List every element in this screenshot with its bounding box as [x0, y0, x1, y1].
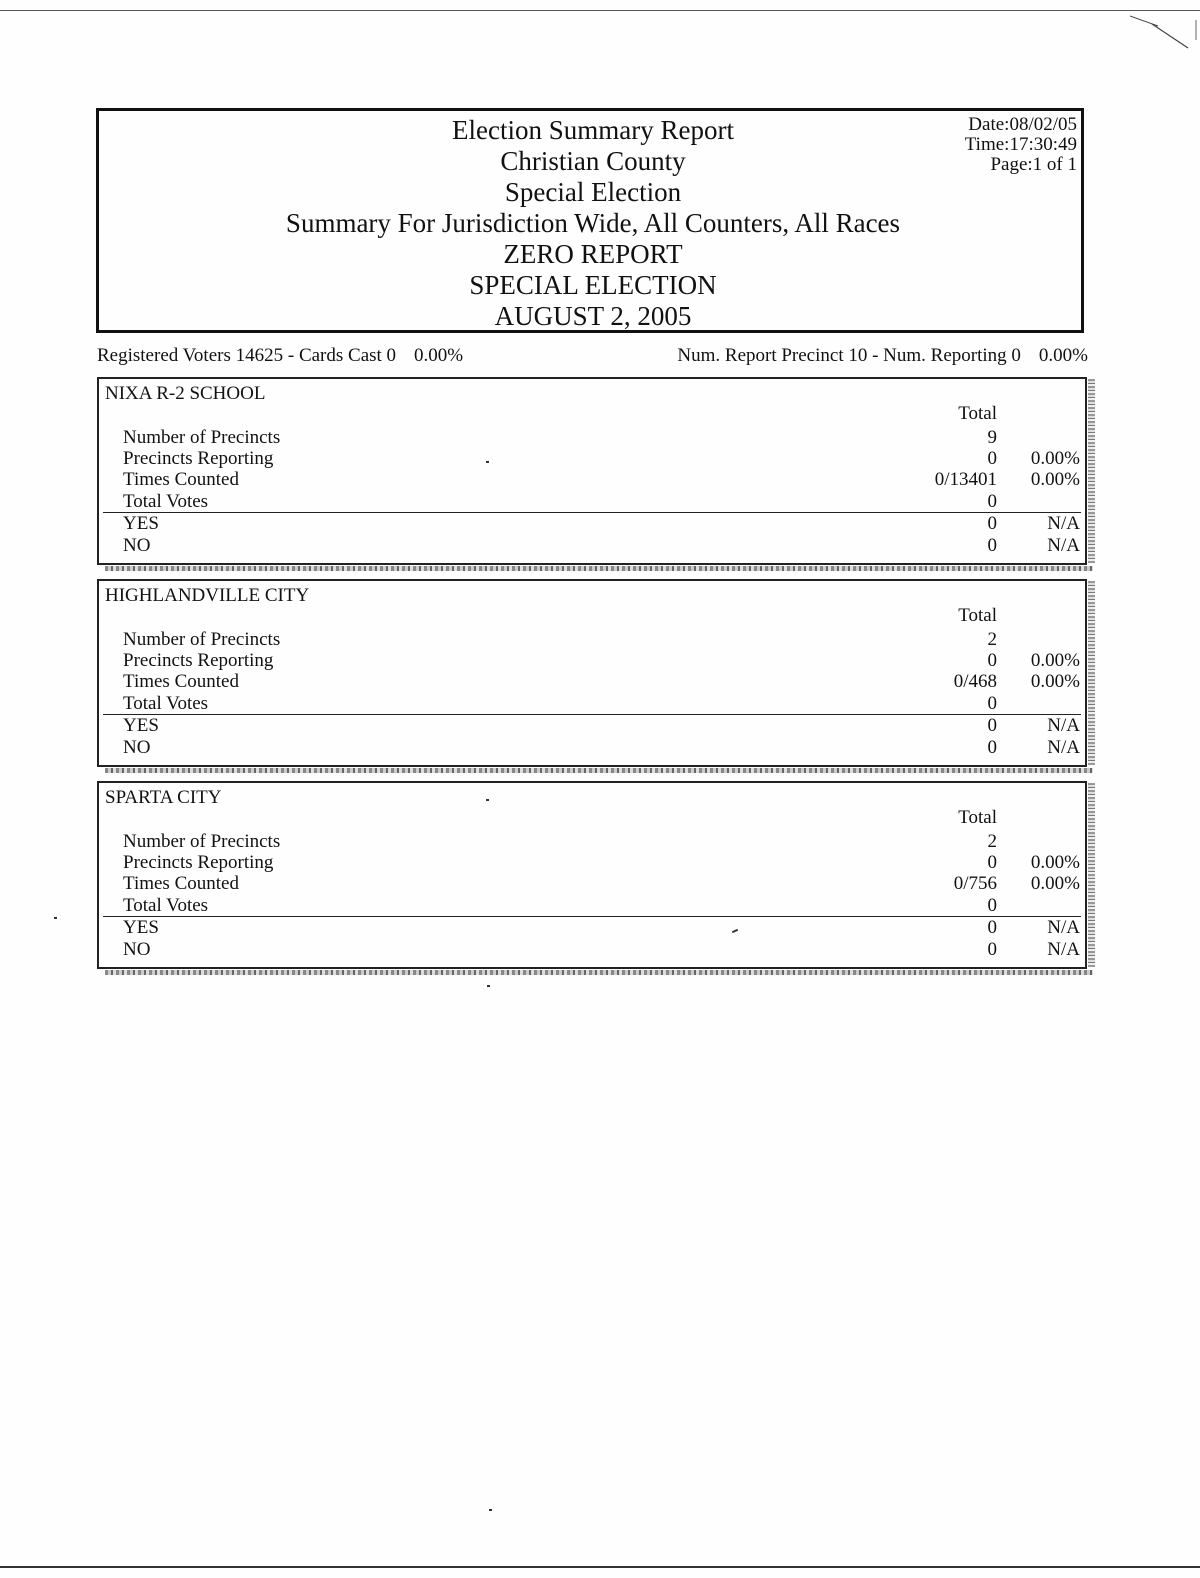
- race-sparta-city: [97, 781, 1087, 969]
- row-label: Total Votes: [123, 895, 209, 916]
- race-row: [99, 895, 1085, 917]
- row-percent: N/A: [1047, 939, 1080, 960]
- precinct-reporting-summary: [677, 345, 1088, 367]
- scan-speck: [486, 461, 489, 463]
- report-meta: [965, 115, 1077, 175]
- row-label: Times Counted: [123, 873, 239, 894]
- row-label: Number of Precincts: [123, 831, 281, 852]
- election-date: AUGUST 2, 2005: [494, 301, 692, 331]
- row-total: 0: [987, 650, 997, 671]
- race-row: [99, 650, 1085, 672]
- race-row: [99, 715, 1085, 737]
- row-label: NO: [123, 737, 151, 758]
- row-label: Number of Precincts: [123, 427, 281, 448]
- row-total: 0/468: [953, 671, 997, 692]
- row-label: Total Votes: [123, 491, 209, 512]
- row-total: 0: [987, 535, 997, 556]
- race-row: [99, 535, 1085, 557]
- row-label: Precincts Reporting: [123, 448, 274, 469]
- scan-speck: [489, 1509, 492, 1511]
- race-row: [99, 852, 1085, 874]
- election-type: Special Election: [504, 177, 682, 207]
- row-total: 0: [987, 448, 997, 469]
- report-kind: ZERO REPORT: [503, 239, 683, 269]
- race-row: [99, 917, 1085, 939]
- row-percent: 0.00%: [1030, 448, 1080, 469]
- report-page: Page:1 of 1: [990, 154, 1077, 175]
- race-name: NIXA R-2 SCHOOL: [105, 383, 266, 404]
- row-label: YES: [123, 513, 159, 534]
- scan-corner-mark: [1130, 14, 1200, 54]
- race-row: [99, 448, 1085, 470]
- race-name: HIGHLANDVILLE CITY: [105, 585, 310, 606]
- row-label: Number of Precincts: [123, 629, 281, 650]
- county-name: Christian County: [500, 146, 686, 176]
- race-row: [99, 513, 1085, 535]
- row-label: YES: [123, 715, 159, 736]
- row-total: 0/13401: [934, 469, 997, 490]
- race-row: [99, 873, 1085, 895]
- row-label: NO: [123, 535, 151, 556]
- total-column-header: Total: [958, 403, 997, 424]
- race-row: [99, 671, 1085, 693]
- report-title-block: [99, 115, 1087, 332]
- row-label: Precincts Reporting: [123, 852, 274, 873]
- row-total: 0: [987, 939, 997, 960]
- row-percent: N/A: [1047, 917, 1080, 938]
- row-total: 9: [987, 427, 997, 448]
- row-percent: N/A: [1047, 535, 1080, 556]
- total-column-header: Total: [958, 605, 997, 626]
- row-total: 0: [987, 491, 997, 512]
- scan-speck: [54, 917, 57, 919]
- race-row: [99, 427, 1085, 449]
- race-highlandville-city: [97, 579, 1087, 767]
- row-percent: N/A: [1047, 737, 1080, 758]
- precinct-reporting-text: Num. Report Precinct 10 - Num. Reporting 0: [677, 345, 1021, 366]
- registered-voters-summary: [97, 345, 463, 367]
- row-total: 0: [987, 895, 997, 916]
- row-label: Total Votes: [123, 693, 209, 714]
- report-time: Time:17:30:49: [964, 134, 1077, 155]
- registered-voters-text: Registered Voters 14625 - Cards Cast 0: [97, 345, 397, 366]
- race-row: [99, 693, 1085, 715]
- scan-bottom-edge: [0, 1566, 1200, 1568]
- row-total: 0: [987, 737, 997, 758]
- race-row: [99, 831, 1085, 853]
- row-total: 0: [987, 513, 997, 534]
- row-percent: 0.00%: [1030, 852, 1080, 873]
- race-nixa-r2-school: [97, 377, 1087, 565]
- scan-top-edge: [0, 10, 1200, 11]
- report-title: Election Summary Report: [452, 115, 734, 145]
- race-row: [99, 629, 1085, 651]
- row-percent: 0.00%: [1030, 650, 1080, 671]
- row-percent: N/A: [1047, 513, 1080, 534]
- row-total: 0: [987, 715, 997, 736]
- scan-speck: [486, 799, 489, 801]
- row-label: Precincts Reporting: [123, 650, 274, 671]
- row-percent: 0.00%: [1030, 671, 1080, 692]
- row-total: 2: [987, 629, 997, 650]
- race-row: [99, 469, 1085, 491]
- row-percent: 0.00%: [1030, 469, 1080, 490]
- row-percent: 0.00%: [1030, 873, 1080, 894]
- row-total: 0: [987, 693, 997, 714]
- row-total: 0: [987, 917, 997, 938]
- total-column-header: Total: [958, 807, 997, 828]
- row-total: 0/756: [953, 873, 997, 894]
- race-row: [99, 737, 1085, 759]
- precinct-reporting-percent: 0.00%: [1038, 345, 1088, 366]
- race-name: SPARTA CITY: [105, 787, 222, 808]
- row-total: 2: [987, 831, 997, 852]
- election-name: SPECIAL ELECTION: [469, 270, 717, 300]
- row-label: NO: [123, 939, 151, 960]
- summary-scope: Summary For Jurisdiction Wide, All Counters, All Races: [285, 208, 901, 238]
- cards-cast-percent: 0.00%: [414, 345, 464, 366]
- row-percent: N/A: [1047, 715, 1080, 736]
- report-header: [96, 108, 1084, 333]
- row-label: Times Counted: [123, 469, 239, 490]
- race-row: [99, 939, 1085, 961]
- race-row: [99, 491, 1085, 513]
- scan-speck: [487, 985, 490, 987]
- row-total: 0: [987, 852, 997, 873]
- report-date: Date:08/02/05: [968, 114, 1077, 135]
- row-label: Times Counted: [123, 671, 239, 692]
- row-label: YES: [123, 917, 159, 938]
